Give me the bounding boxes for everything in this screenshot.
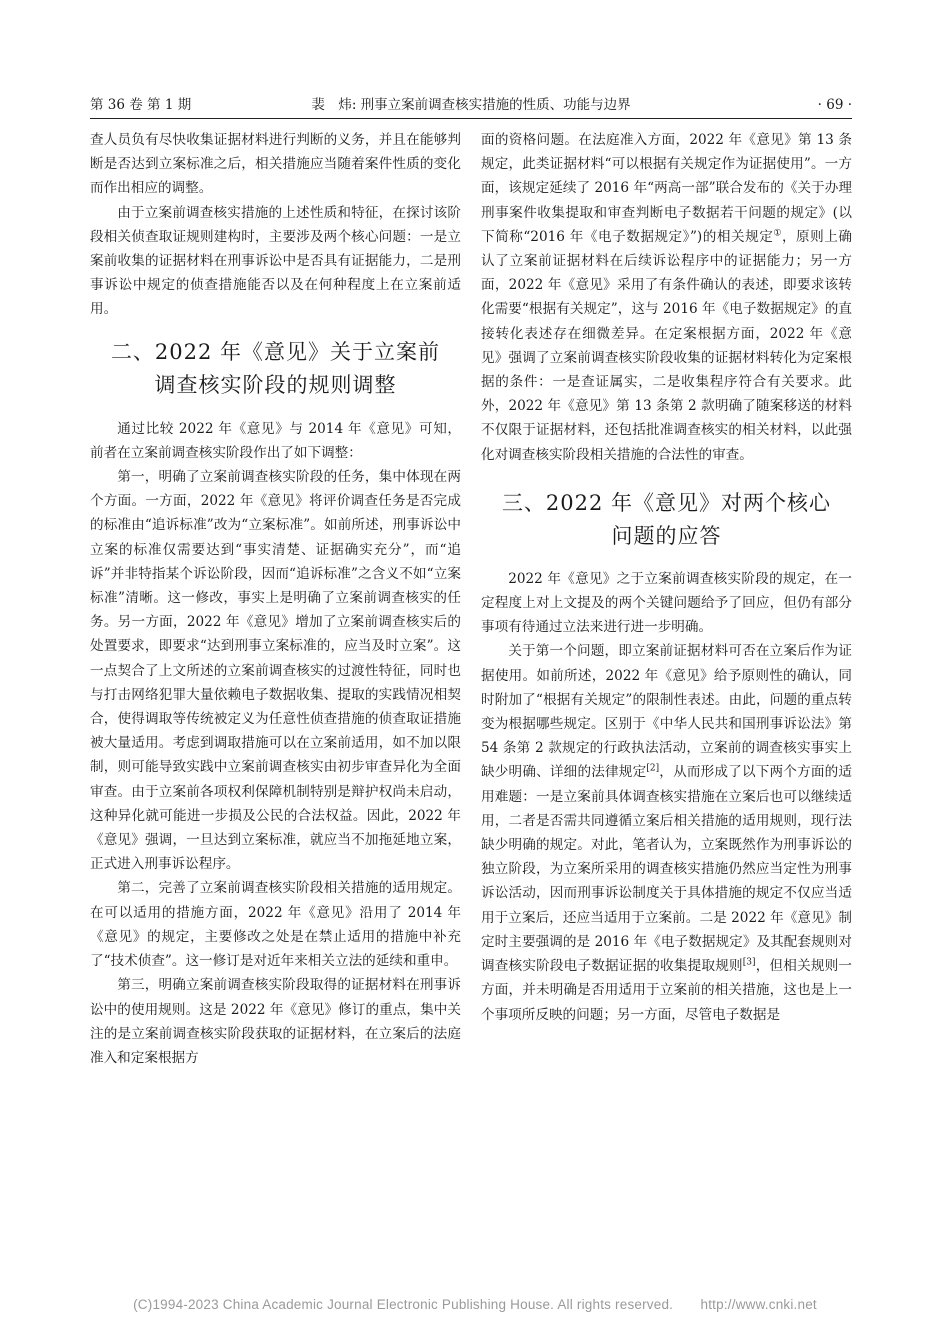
section-heading-line: 二、2022 年《意见》关于立案前 xyxy=(110,339,441,364)
paragraph xyxy=(481,128,852,467)
footnote-marker[interactable]: ① xyxy=(773,228,782,239)
right-column xyxy=(481,128,852,1027)
section-heading-line: 调查核实阶段的规则调整 xyxy=(154,372,397,397)
article-running-title: 裴 炜: 刑事立案前调查核实措施的性质、功能与边界 xyxy=(311,97,631,113)
paragraph: 第二，完善了立案前调查核实阶段相关措施的适用规定。在可以适用的措施方面，2022 年《意见》沿用了 2014 年《意见》的规定，主要修改之处是在禁止适用的措施中补充了“技术侦查”。这一修订是对近年来相关立法的延续和重申。 xyxy=(90,880,461,970)
citation-marker[interactable]: [3] xyxy=(742,957,756,968)
text-run: 面的资格问题。在法庭准入方面，2022 年《意见》第 13 条规定，此类证据材料“可以根据有关规定作为证据使用”。一方面，该规定延续了 2016 年“两高一部”联合发布的《关于办理刑事案件收集提取和审查判断电子数据若干问题的规定》(以下简称“2016 年《电子数据规定》”)的相关规定 xyxy=(481,132,852,245)
text-run: ，从而形成了以下两个方面的适用难题：一是立案前具体调查核实措施在立案后也可以继续适用，二者是否需共同遵循立案后相关措施的适用规则，现行法缺少明确的规定。对此，笔者认为，立案既然作为刑事诉讼的独立阶段，为立案所采用的调查核实措施仍然应当定性为刑事诉讼活动，因而刑事诉讼制度关于具体措施的规定不仅应当适用于立案后，还应当适用于立案前。二是 2022 年《意见》制定时主要强调的是 2016 年《电子数据规定》及其配套规则对调查核实阶段电子数据证据的收集提取规则 xyxy=(481,764,853,975)
section-heading-2 xyxy=(90,336,461,402)
left-column xyxy=(90,128,461,1070)
text-run: ，原则上确认了立案前证据材料在后续诉讼程序中的证据能力；另一方面，2022 年《意见》采用了有条件确认的表述，即要求该转化需要“根据有关规定”，这与 2016 年《电子数据规定》的直接转化表述存在细微差异。在定案根据方面，2022 年《意见》强调了立案前调查核实阶段收集的证据材料转化为定案根据的条件：一是查证属实，二是收集程序符合有关要求。此外，2022 年《意见》第 13 条第 2 款明确了随案移送的材料不仅限于证据材料，还包括批准调查核实的相关材料，以此强化对调查核实阶段相关措施的合法性的审查。 xyxy=(481,228,852,463)
paragraph: 第三，明确立案前调查核实阶段取得的证据材料在刑事诉讼中的使用规则。这是 2022 年《意见》修订的重点，集中关注的是立案前调查核实阶段获取的证据材料，在立案后的法庭准入和定案根据方 xyxy=(90,977,461,1066)
running-header xyxy=(90,94,852,116)
copyright-footer: (C)1994-2023 China Academic Journal Electronic Publishing House. All rights reserved. http://www.cnki.net xyxy=(133,1297,817,1312)
paragraph: 2022 年《意见》之于立案前调查核实阶段的规定，在一定程度上对上文提及的两个关键问题给予了回应，但仍有部分事项有待通过立法来进行进一步明确。 xyxy=(481,570,852,636)
paragraph: 由于立案前调查核实措施的上述性质和特征，在探讨该阶段相关侦查取证规则建构时，主要涉及两个核心问题：一是立案前收集的证据材料在刑事诉讼中是否具有证据能力，二是刑事诉讼中规定的侦查措施能否以及在何种程度上在立案前适用。 xyxy=(90,204,461,318)
section-heading-line: 问题的应答 xyxy=(611,523,722,548)
text-run: 关于第一个问题，即立案前证据材料可否在立案后作为证据使用。如前所述，2022 年《意见》给予原则性的确认，同时附加了“根据有关规定”的限制性表述。由此，问题的重点转变为根据哪些规定。区别于《中华人民共和国刑事诉讼法》第 54 条第 2 款规定的行政执法活动，立案前的调查核实事实上缺少明确、详细的法律规定 xyxy=(481,643,852,781)
journal-volume-issue: 第 36 卷 第 1 期 xyxy=(90,97,192,113)
section-heading-line: 三、2022 年《意见》对两个核心 xyxy=(501,490,832,515)
citation-marker[interactable]: [2] xyxy=(646,763,660,774)
section-heading-3 xyxy=(481,487,852,553)
page-number: · 69 · xyxy=(817,97,852,113)
paragraph: 查人员负有尽快收集证据材料进行判断的义务，并且在能够判断是否达到立案标准之后，相关措施应当随着案件性质的变化而作出相应的调整。 xyxy=(90,132,461,197)
text-run: ，但相关规则一方面，并未明确是否用适用于立案前的相关措施，这也是上一个事项所反映的问题；另一方面，尽管电子数据是 xyxy=(481,958,852,1023)
paragraph xyxy=(481,639,852,1026)
paragraph: 通过比较 2022 年《意见》与 2014 年《意见》可知，前者在立案前调查核实阶段作出了如下调整： xyxy=(90,420,461,461)
paragraph: 第一，明确了立案前调查核实阶段的任务，集中体现在两个方面。一方面，2022 年《意见》将评价调查任务是否完成的标准由“追诉标准”改为“立案标准”。如前所述，刑事诉讼中立案的标准仅需要达到“事实清楚、证据确实充分”，而“追诉”并非特指某个诉讼阶段，因而“追诉标准”之含义不如“立案标准”清晰。这一修改，事实上是明确了立案前调查核实的任务。另一方面，2022 年《意见》增加了立案前调查核实后的处置要求，即要求“达到刑事立案标准的，应当及时立案”。这一点契合了上文所述的立案前调查核实的过渡性特征，同时也与打击网络犯罪大量依赖电子数据收集、提取的实践情况相契合，使得调取等传统被定义为任意性侦查措施的侦查取证措施被大量适用。考虑到调取措施可以在立案前适用，如不加以限制，则可能导致实践中立案前调查核实由初步审查异化为全面审查。由于立案前各项权利保障机制特别是辩护权尚未启动，这种异化就可能进一步损及公民的合法权益。因此，2022 年《意见》强调，一旦达到立案标准，就应当不加拖延地立案，正式进入刑事诉讼程序。 xyxy=(90,469,461,873)
header-divider xyxy=(90,118,852,119)
